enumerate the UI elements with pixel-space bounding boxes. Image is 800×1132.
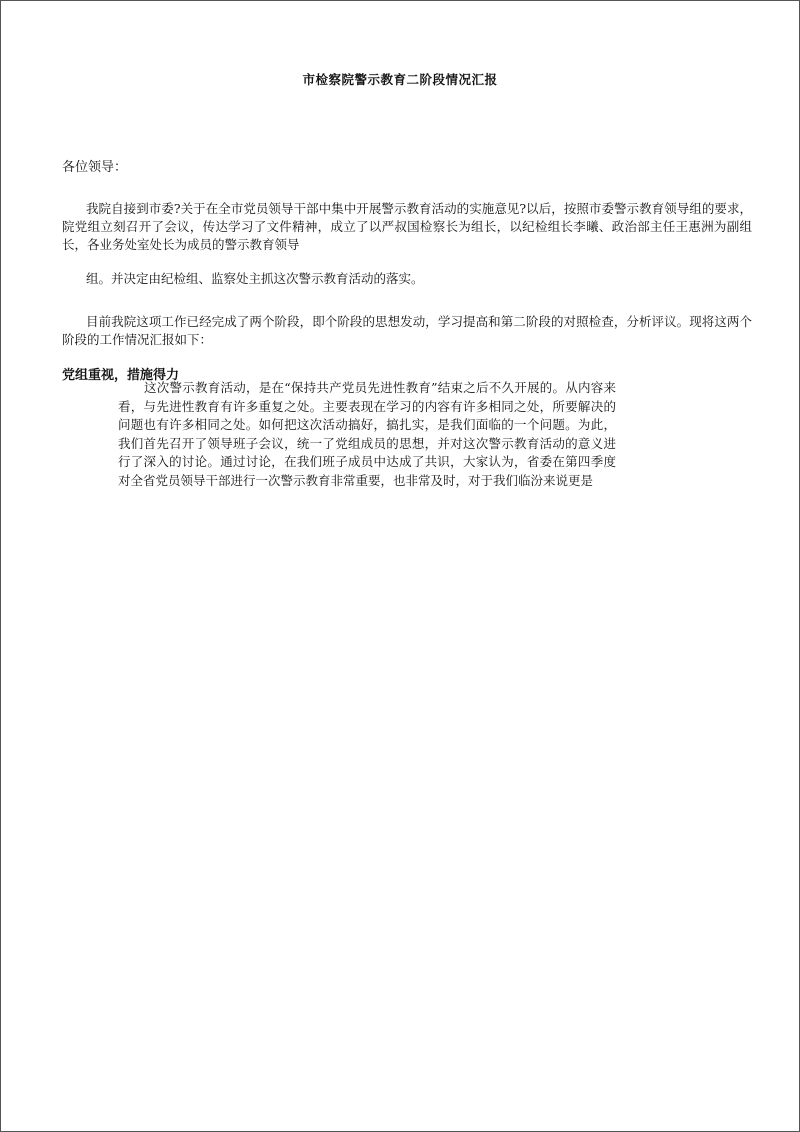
paragraph-1: 我院自接到市委?关于在全市党员领导干部中集中开展警示教育活动的实施意见?以后，按照市委警示教育领导组的要求，院党组立刻召开了会议，传达学习了文件精神，成立了以严叔国检察长为组长，以纪检组长李曦、政治部主任王惠洲为副组长，各业务处室处长为成员的警示教育领导 xyxy=(62,201,752,252)
section-body: 这次警示教育活动，是在“保持共产党员先进性教育”结束之后不久开展的。从内容来看，与先进性教育有许多重复之处。主要表现在学习的内容有许多相同之处，所要解决的问题也有许多相同之处。如何把这次活动搞好，搞扎实，是我们面临的一个问题。为此，我们首先召开了领导班子会议，统一了党组成员的思想，并对这次警示教育活动的意义进行了深入的讨论。通过讨论，在我们班子成员中达成了共识，大家认为，省委在第四季度对全省党员领导干部进行一次警示教育非常重要，也非常及时，对于我们临汾来说更是 xyxy=(118,380,616,488)
greeting: 各位领导： xyxy=(62,160,128,175)
paragraph-2: 组。并决定由纪检组、监察处主抓这次警示教育活动的落实。 xyxy=(86,271,424,286)
paragraph-3: 目前我院这项工作已经完成了两个阶段，即个阶段的思想发动，学习提高和第二阶段的对照检查，分析评议。现将这两个阶段的工作情况汇报如下： xyxy=(62,314,752,347)
document-title: 市检察院警示教育二阶段情况汇报 xyxy=(302,72,498,87)
section-heading: 党组重视，措施得力 xyxy=(62,368,180,383)
